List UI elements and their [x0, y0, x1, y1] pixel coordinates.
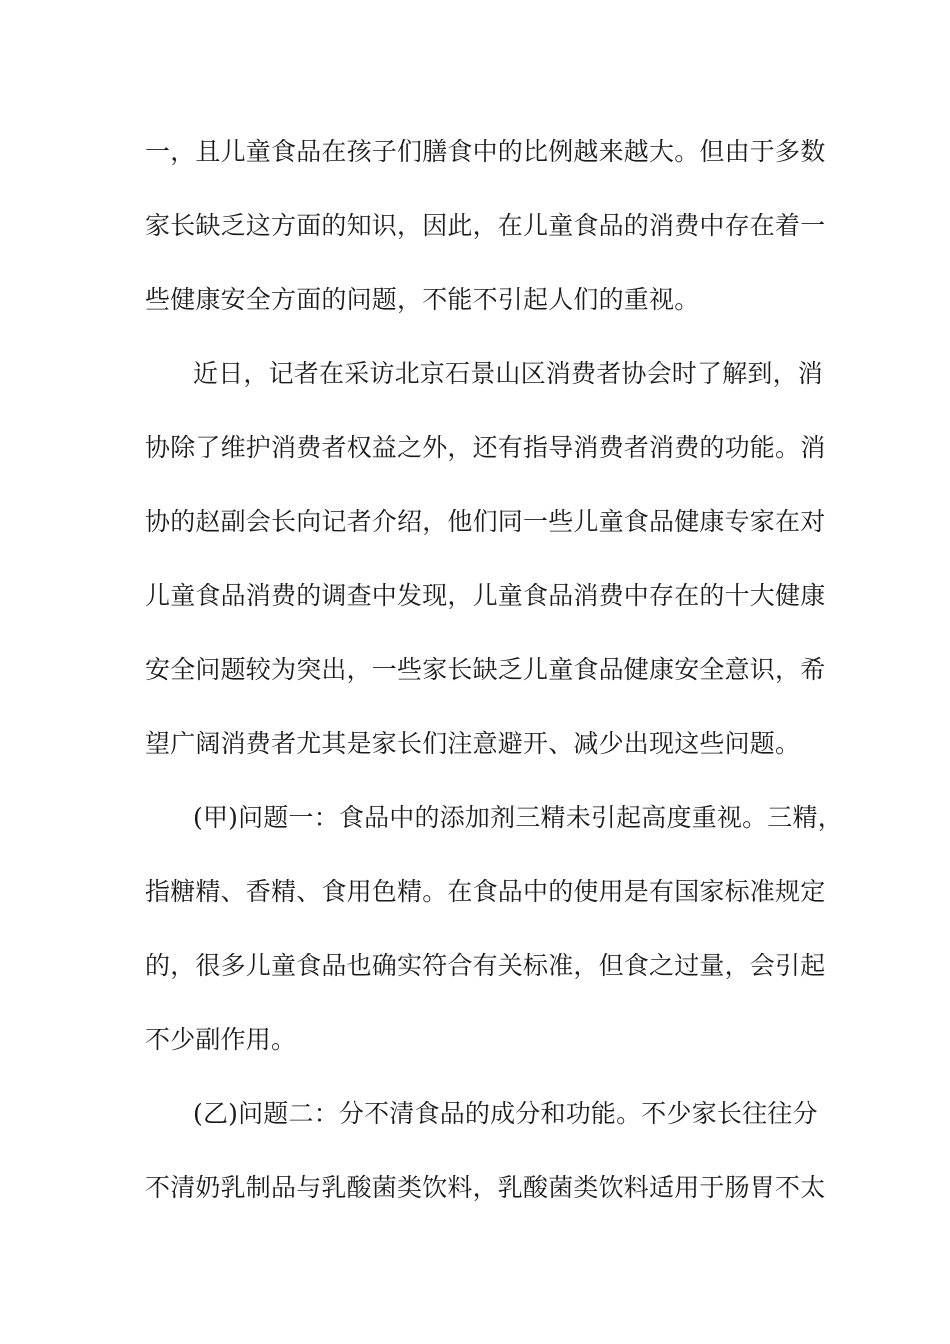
text-line-2: 家长缺乏这方面的知识，因此，在儿童食品的消费中存在着一 — [145, 211, 826, 240]
text-line-8: 安全问题较为突出，一些家长缺乏儿童食品健康安全意识，希 — [145, 655, 826, 684]
text-line-10: (甲)问题一：食品中的添加剂三精未引起高度重视。三精， — [193, 803, 843, 832]
text-line-7: 儿童食品消费的调查中发现，儿童食品消费中存在的十大健康 — [145, 581, 826, 610]
text-line-6: 协的赵副会长向记者介绍，他们同一些儿童食品健康专家在对 — [145, 507, 826, 536]
text-line-13: 不少副作用。 — [145, 1025, 297, 1054]
text-line-1: 一，且儿童食品在孩子们膳食中的比例越来越大。但由于多数 — [145, 137, 826, 166]
text-line-5: 协除了维护消费者权益之外，还有指导消费者消费的功能。消 — [145, 433, 826, 462]
text-line-15: 不清奶乳制品与乳酸菌类饮料，乳酸菌类饮料适用于肠胃不太 — [145, 1173, 826, 1202]
text-line-14: (乙)问题二：分不清食品的成分和功能。不少家长往往分 — [193, 1099, 818, 1128]
text-line-4: 近日，记者在采访北京石景山区消费者协会时了解到，消 — [193, 359, 824, 388]
text-line-12: 的，很多儿童食品也确实符合有关标准，但食之过量，会引起 — [145, 951, 826, 980]
text-line-3: 些健康安全方面的问题，不能不引起人们的重视。 — [145, 285, 700, 314]
text-line-11: 指糖精、香精、食用色精。在食品中的使用是有国家标准规定 — [145, 877, 826, 906]
text-line-9: 望广阔消费者尤其是家长们注意避开、减少出现这些问题。 — [145, 729, 801, 758]
